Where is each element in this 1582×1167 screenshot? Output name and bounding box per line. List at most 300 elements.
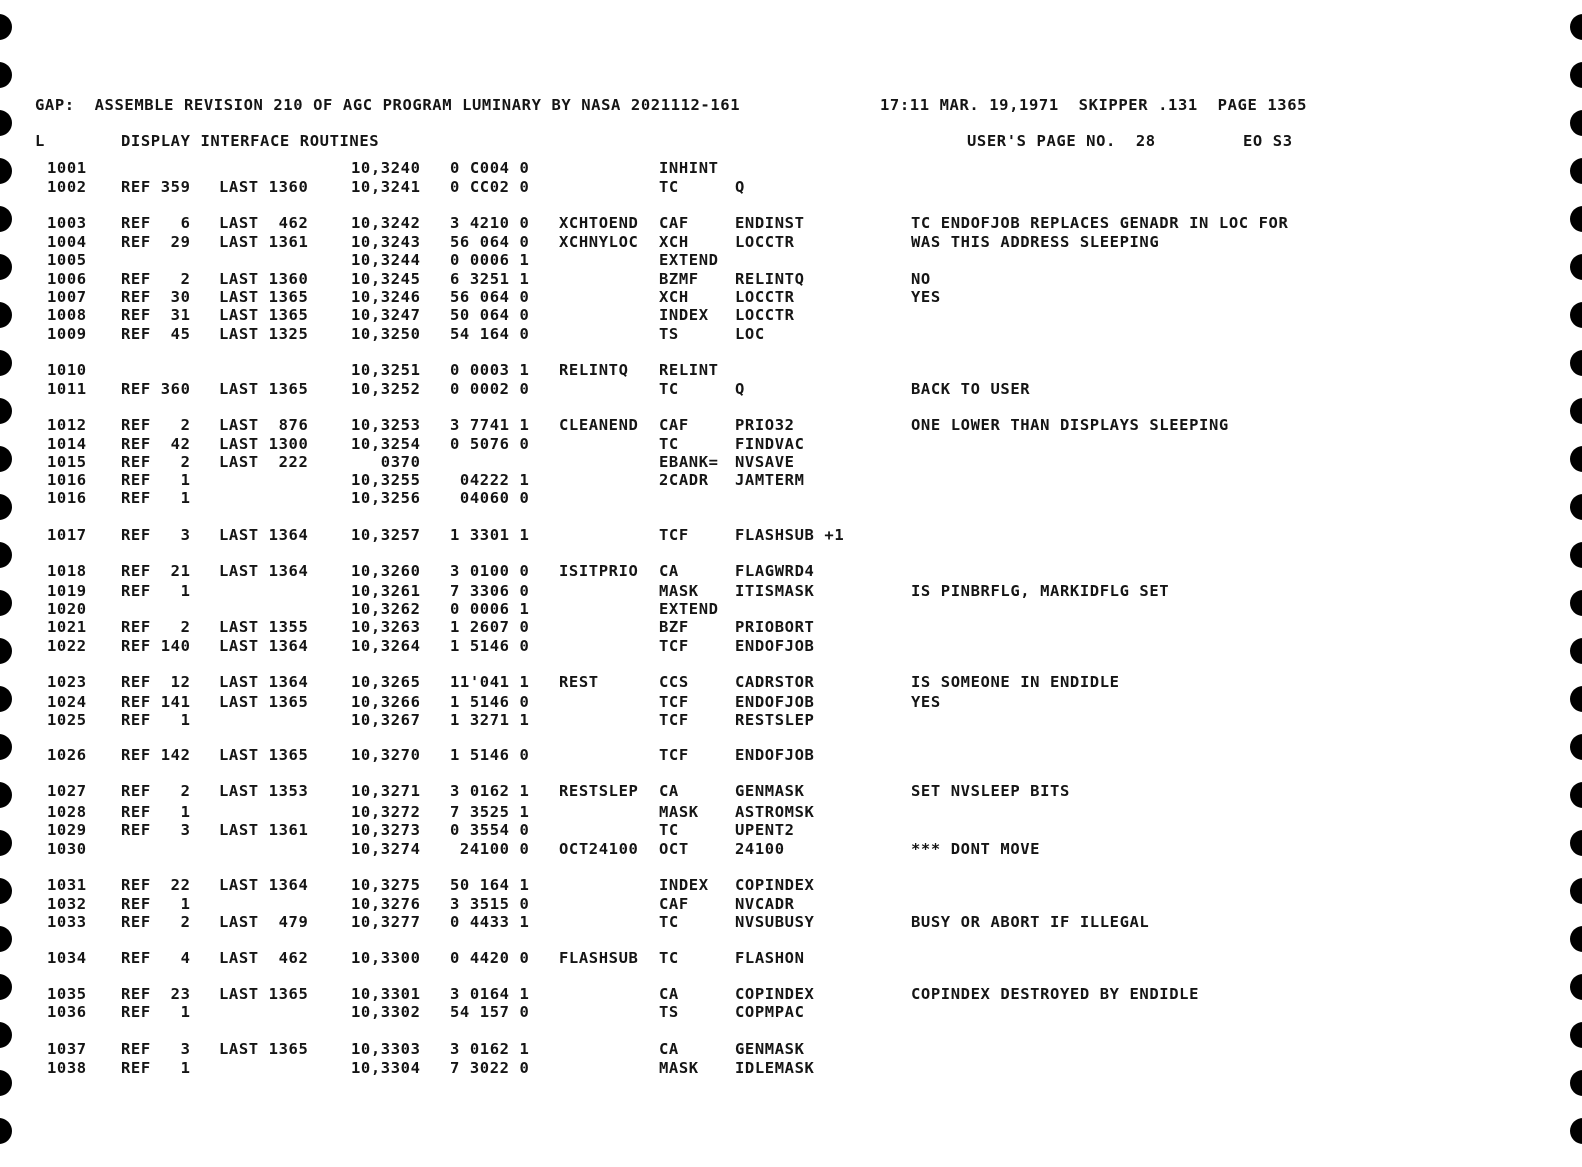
line-number: 1027: [47, 782, 87, 800]
feed-hole: [1570, 926, 1582, 952]
operand: ASTROMSK: [735, 803, 815, 821]
feed-hole: [1570, 1118, 1582, 1144]
last-page: LAST 222: [219, 453, 309, 471]
symbol-label: XCHTOEND: [559, 214, 639, 232]
opcode: BZMF: [659, 270, 699, 288]
address: 10,3257: [351, 526, 421, 544]
last-page: LAST 1364: [219, 876, 309, 894]
last-page: LAST 1365: [219, 306, 309, 324]
octal-code: 0 3554 0: [450, 821, 530, 839]
octal-code: 56 064 0: [450, 288, 530, 306]
line-number: 1019: [47, 582, 87, 600]
line-number: 1026: [47, 746, 87, 764]
ref-count: REF 1: [121, 471, 191, 489]
address: 10,3244: [351, 251, 421, 269]
operand: NVCADR: [735, 895, 795, 913]
line-number: 1036: [47, 1003, 87, 1021]
operand: CADRSTOR: [735, 673, 815, 691]
feed-hole: [1570, 350, 1582, 376]
opcode: CAF: [659, 416, 689, 434]
last-page: LAST 1364: [219, 562, 309, 580]
line-number: 1007: [47, 288, 87, 306]
octal-code: 54 157 0: [450, 1003, 530, 1021]
opcode: TC: [659, 821, 679, 839]
opcode: TCF: [659, 746, 689, 764]
feed-hole: [0, 974, 12, 1000]
line-number: 1002: [47, 178, 87, 196]
last-page: LAST 1365: [219, 1040, 309, 1058]
feed-hole: [1570, 14, 1582, 40]
line-number: 1016: [47, 489, 87, 507]
ref-count: REF 30: [121, 288, 191, 306]
octal-code: 3 0100 0: [450, 562, 530, 580]
opcode: TC: [659, 435, 679, 453]
symbol-label: OCT24100: [559, 840, 639, 858]
operand: FINDVAC: [735, 435, 805, 453]
octal-code: 3 0162 1: [450, 1040, 530, 1058]
comment: ONE LOWER THAN DISPLAYS SLEEPING: [911, 416, 1229, 434]
symbol-label: FLASHSUB: [559, 949, 639, 967]
feed-hole: [0, 158, 12, 184]
opcode: TCF: [659, 526, 689, 544]
ref-count: REF 1: [121, 582, 191, 600]
opcode: TS: [659, 325, 679, 343]
octal-code: 56 064 0: [450, 233, 530, 251]
octal-code: 3 0164 1: [450, 985, 530, 1003]
address: 10,3300: [351, 949, 421, 967]
last-page: LAST 1364: [219, 673, 309, 691]
address: 0370: [351, 453, 421, 471]
last-page: LAST 479: [219, 913, 309, 931]
ref-count: REF 31: [121, 306, 191, 324]
operand: GENMASK: [735, 782, 805, 800]
operand: LOCCTR: [735, 233, 795, 251]
comment: IS SOMEONE IN ENDIDLE: [911, 673, 1120, 691]
line-number: 1017: [47, 526, 87, 544]
comment: TC ENDOFJOB REPLACES GENADR IN LOC FOR: [911, 214, 1289, 232]
opcode: INHINT: [659, 159, 719, 177]
ref-count: REF 1: [121, 1059, 191, 1077]
opcode: TC: [659, 913, 679, 931]
address: 10,3271: [351, 782, 421, 800]
feed-hole: [0, 830, 12, 856]
address: 10,3275: [351, 876, 421, 894]
line-number: 1033: [47, 913, 87, 931]
address: 10,3301: [351, 985, 421, 1003]
address: 10,3253: [351, 416, 421, 434]
last-page: LAST 1364: [219, 637, 309, 655]
feed-hole: [1570, 782, 1582, 808]
operand: NVSAVE: [735, 453, 795, 471]
last-page: LAST 1361: [219, 233, 309, 251]
ref-count: REF 6: [121, 214, 191, 232]
operand: COPMPAC: [735, 1003, 805, 1021]
octal-code: 7 3022 0: [450, 1059, 530, 1077]
operand: ITISMASK: [735, 582, 815, 600]
ref-count: REF 12: [121, 673, 191, 691]
comment: YES: [911, 288, 941, 306]
feed-hole: [1570, 158, 1582, 184]
address: 10,3266: [351, 693, 421, 711]
feed-hole: [0, 110, 12, 136]
octal-code: 7 3306 0: [450, 582, 530, 600]
address: 10,3246: [351, 288, 421, 306]
ref-count: REF 45: [121, 325, 191, 343]
octal-code: 1 2607 0: [450, 618, 530, 636]
symbol-label: ISITPRIO: [559, 562, 639, 580]
octal-code: 3 3515 0: [450, 895, 530, 913]
opcode: BZF: [659, 618, 689, 636]
ref-count: REF 1: [121, 489, 191, 507]
feed-hole: [0, 14, 12, 40]
feed-hole: [1570, 590, 1582, 616]
line-number: 1020: [47, 600, 87, 618]
octal-code: 0 CC02 0: [450, 178, 530, 196]
opcode: MASK: [659, 803, 699, 821]
feed-hole: [1570, 686, 1582, 712]
operand: UPENT2: [735, 821, 795, 839]
operand: IDLEMASK: [735, 1059, 815, 1077]
octal-code: 0 0003 1: [450, 361, 530, 379]
octal-code: 50 164 1: [450, 876, 530, 894]
octal-code: 3 7741 1: [450, 416, 530, 434]
octal-code: 11'041 1: [450, 673, 530, 691]
feed-hole: [0, 302, 12, 328]
address: 10,3277: [351, 913, 421, 931]
opcode: INDEX: [659, 876, 709, 894]
line-number: 1022: [47, 637, 87, 655]
address: 10,3250: [351, 325, 421, 343]
address: 10,3262: [351, 600, 421, 618]
operand: ENDINST: [735, 214, 805, 232]
comment: *** DONT MOVE: [911, 840, 1041, 858]
symbol-label: XCHNYLOC: [559, 233, 639, 251]
address: 10,3264: [351, 637, 421, 655]
feed-hole: [0, 350, 12, 376]
last-page: LAST 1365: [219, 746, 309, 764]
operand: GENMASK: [735, 1040, 805, 1058]
last-page: LAST 1300: [219, 435, 309, 453]
line-number: 1031: [47, 876, 87, 894]
line-number: 1004: [47, 233, 87, 251]
octal-code: 04222 1: [450, 471, 530, 489]
comment: BACK TO USER: [911, 380, 1031, 398]
feed-hole: [1570, 62, 1582, 88]
opcode: TCF: [659, 711, 689, 729]
last-page: LAST 1365: [219, 288, 309, 306]
feed-hole: [1570, 1070, 1582, 1096]
line-number: 1015: [47, 453, 87, 471]
octal-code: 1 5146 0: [450, 693, 530, 711]
ref-count: REF 2: [121, 782, 191, 800]
octal-code: 3 0162 1: [450, 782, 530, 800]
opcode: CAF: [659, 214, 689, 232]
address: 10,3261: [351, 582, 421, 600]
feed-hole: [0, 638, 12, 664]
octal-code: 0 0006 1: [450, 251, 530, 269]
line-number: 1023: [47, 673, 87, 691]
feed-hole: [1570, 110, 1582, 136]
comment: NO: [911, 270, 931, 288]
octal-code: 54 164 0: [450, 325, 530, 343]
line-number: 1028: [47, 803, 87, 821]
operand: Q: [735, 380, 745, 398]
feed-hole: [1570, 830, 1582, 856]
address: 10,3251: [351, 361, 421, 379]
ref-count: REF 359: [121, 178, 191, 196]
operand: COPINDEX: [735, 876, 815, 894]
address: 10,3241: [351, 178, 421, 196]
ref-count: REF 141: [121, 693, 191, 711]
comment: SET NVSLEEP BITS: [911, 782, 1070, 800]
opcode: MASK: [659, 582, 699, 600]
section-marker: L: [35, 132, 45, 150]
ref-count: REF 2: [121, 913, 191, 931]
address: 10,3242: [351, 214, 421, 232]
ref-count: REF 2: [121, 416, 191, 434]
last-page: LAST 1365: [219, 380, 309, 398]
octal-code: 6 3251 1: [450, 270, 530, 288]
octal-code: 1 5146 0: [450, 746, 530, 764]
feed-hole: [0, 494, 12, 520]
line-number: 1025: [47, 711, 87, 729]
comment: COPINDEX DESTROYED BY ENDIDLE: [911, 985, 1200, 1003]
operand: ENDOFJOB: [735, 693, 815, 711]
line-number: 1010: [47, 361, 87, 379]
symbol-label: CLEANEND: [559, 416, 639, 434]
operand: RESTSLEP: [735, 711, 815, 729]
opcode: OCT: [659, 840, 689, 858]
line-number: 1034: [47, 949, 87, 967]
line-number: 1016: [47, 471, 87, 489]
comment: YES: [911, 693, 941, 711]
feed-hole: [0, 446, 12, 472]
address: 10,3274: [351, 840, 421, 858]
opcode: TCF: [659, 693, 689, 711]
address: 10,3272: [351, 803, 421, 821]
opcode: INDEX: [659, 306, 709, 324]
line-number: 1035: [47, 985, 87, 1003]
octal-code: 1 3301 1: [450, 526, 530, 544]
feed-hole: [1570, 254, 1582, 280]
octal-code: 0 C004 0: [450, 159, 530, 177]
octal-code: 24100 0: [450, 840, 530, 858]
address: 10,3260: [351, 562, 421, 580]
feed-hole: [1570, 494, 1582, 520]
symbol-label: RESTSLEP: [559, 782, 639, 800]
feed-hole: [0, 1022, 12, 1048]
address: 10,3245: [351, 270, 421, 288]
line-number: 1009: [47, 325, 87, 343]
octal-code: 0 0002 0: [450, 380, 530, 398]
octal-code: 7 3525 1: [450, 803, 530, 821]
address: 10,3302: [351, 1003, 421, 1021]
octal-code: 0 0006 1: [450, 600, 530, 618]
feed-hole: [0, 878, 12, 904]
ref-count: REF 1: [121, 711, 191, 729]
last-page: LAST 462: [219, 214, 309, 232]
feed-hole: [1570, 302, 1582, 328]
opcode: CA: [659, 985, 679, 1003]
octal-code: 0 4433 1: [450, 913, 530, 931]
line-number: 1038: [47, 1059, 87, 1077]
line-number: 1018: [47, 562, 87, 580]
line-number: 1024: [47, 693, 87, 711]
address: 10,3247: [351, 306, 421, 324]
octal-code: 0 5076 0: [450, 435, 530, 453]
octal-code: 1 5146 0: [450, 637, 530, 655]
ref-count: REF 29: [121, 233, 191, 251]
address: 10,3276: [351, 895, 421, 913]
opcode: XCH: [659, 288, 689, 306]
address: 10,3267: [351, 711, 421, 729]
last-page: LAST 1360: [219, 178, 309, 196]
operand: Q: [735, 178, 745, 196]
operand: JAMTERM: [735, 471, 805, 489]
octal-code: 1 3271 1: [450, 711, 530, 729]
line-number: 1037: [47, 1040, 87, 1058]
line-number: 1006: [47, 270, 87, 288]
opcode: TC: [659, 380, 679, 398]
line-number: 1030: [47, 840, 87, 858]
operand: ENDOFJOB: [735, 746, 815, 764]
line-number: 1001: [47, 159, 87, 177]
ref-count: REF 2: [121, 270, 191, 288]
line-number: 1008: [47, 306, 87, 324]
operand: RELINTQ: [735, 270, 805, 288]
last-page: LAST 1361: [219, 821, 309, 839]
ref-count: REF 22: [121, 876, 191, 894]
operand: FLAGWRD4: [735, 562, 815, 580]
opcode: 2CADR: [659, 471, 709, 489]
last-page: LAST 1364: [219, 526, 309, 544]
line-number: 1003: [47, 214, 87, 232]
operand: ENDOFJOB: [735, 637, 815, 655]
octal-code: 0 4420 0: [450, 949, 530, 967]
octal-code: 04060 0: [450, 489, 530, 507]
feed-hole: [1570, 734, 1582, 760]
feed-hole: [1570, 974, 1582, 1000]
line-number: 1021: [47, 618, 87, 636]
users-page-number: USER'S PAGE NO. 28: [967, 132, 1156, 150]
line-number: 1012: [47, 416, 87, 434]
feed-hole: [1570, 206, 1582, 232]
section-title: DISPLAY INTERFACE ROUTINES: [121, 132, 380, 150]
octal-code: 50 064 0: [450, 306, 530, 324]
comment: IS PINBRFLG, MARKIDFLG SET: [911, 582, 1170, 600]
feed-hole: [0, 590, 12, 616]
line-number: 1014: [47, 435, 87, 453]
ref-count: REF 3: [121, 526, 191, 544]
line-number: 1011: [47, 380, 87, 398]
operand: COPINDEX: [735, 985, 815, 1003]
last-page: LAST 1325: [219, 325, 309, 343]
opcode: EXTEND: [659, 600, 719, 618]
last-page: LAST 1355: [219, 618, 309, 636]
feed-hole: [1570, 398, 1582, 424]
address: 10,3243: [351, 233, 421, 251]
feed-hole: [0, 62, 12, 88]
address: 10,3263: [351, 618, 421, 636]
feed-hole: [0, 542, 12, 568]
address: 10,3255: [351, 471, 421, 489]
ref-count: REF 42: [121, 435, 191, 453]
last-page: LAST 462: [219, 949, 309, 967]
operand: LOCCTR: [735, 306, 795, 324]
comment: WAS THIS ADDRESS SLEEPING: [911, 233, 1160, 251]
feed-hole: [0, 734, 12, 760]
ref-count: REF 360: [121, 380, 191, 398]
ref-count: REF 140: [121, 637, 191, 655]
last-page: LAST 1365: [219, 693, 309, 711]
print-timestamp: 17:11 MAR. 19,1971 SKIPPER .131 PAGE 1365: [880, 96, 1308, 114]
comment: BUSY OR ABORT IF ILLEGAL: [911, 913, 1150, 931]
feed-hole: [0, 1070, 12, 1096]
feed-hole: [0, 686, 12, 712]
ref-count: REF 1: [121, 895, 191, 913]
ref-count: REF 4: [121, 949, 191, 967]
ref-count: REF 3: [121, 1040, 191, 1058]
feed-hole: [1570, 1022, 1582, 1048]
ref-count: REF 142: [121, 746, 191, 764]
assembly-title: GAP: ASSEMBLE REVISION 210 OF AGC PROGRAM LUMINARY BY NASA 2021112-161: [35, 96, 741, 114]
eo-code: EO S3: [1243, 132, 1293, 150]
opcode: TC: [659, 178, 679, 196]
ref-count: REF 1: [121, 803, 191, 821]
address: 10,3303: [351, 1040, 421, 1058]
ref-count: REF 2: [121, 618, 191, 636]
opcode: EBANK=: [659, 453, 719, 471]
opcode: TS: [659, 1003, 679, 1021]
opcode: XCH: [659, 233, 689, 251]
line-number: 1032: [47, 895, 87, 913]
address: 10,3270: [351, 746, 421, 764]
operand: PRIOBORT: [735, 618, 815, 636]
operand: LOC: [735, 325, 765, 343]
ref-count: REF 2: [121, 453, 191, 471]
symbol-label: RELINTQ: [559, 361, 629, 379]
opcode: RELINT: [659, 361, 719, 379]
feed-hole: [0, 926, 12, 952]
last-page: LAST 876: [219, 416, 309, 434]
opcode: CA: [659, 562, 679, 580]
ref-count: REF 23: [121, 985, 191, 1003]
last-page: LAST 1365: [219, 985, 309, 1003]
opcode: TC: [659, 949, 679, 967]
address: 10,3240: [351, 159, 421, 177]
address: 10,3304: [351, 1059, 421, 1077]
feed-hole: [0, 398, 12, 424]
ref-count: REF 1: [121, 1003, 191, 1021]
address: 10,3265: [351, 673, 421, 691]
feed-hole: [1570, 446, 1582, 472]
operand: LOCCTR: [735, 288, 795, 306]
operand: NVSUBUSY: [735, 913, 815, 931]
last-page: LAST 1353: [219, 782, 309, 800]
feed-hole: [1570, 638, 1582, 664]
ref-count: REF 21: [121, 562, 191, 580]
opcode: CAF: [659, 895, 689, 913]
opcode: EXTEND: [659, 251, 719, 269]
opcode: CA: [659, 782, 679, 800]
address: 10,3273: [351, 821, 421, 839]
opcode: TCF: [659, 637, 689, 655]
address: 10,3252: [351, 380, 421, 398]
symbol-label: REST: [559, 673, 599, 691]
address: 10,3256: [351, 489, 421, 507]
ref-count: REF 3: [121, 821, 191, 839]
opcode: MASK: [659, 1059, 699, 1077]
